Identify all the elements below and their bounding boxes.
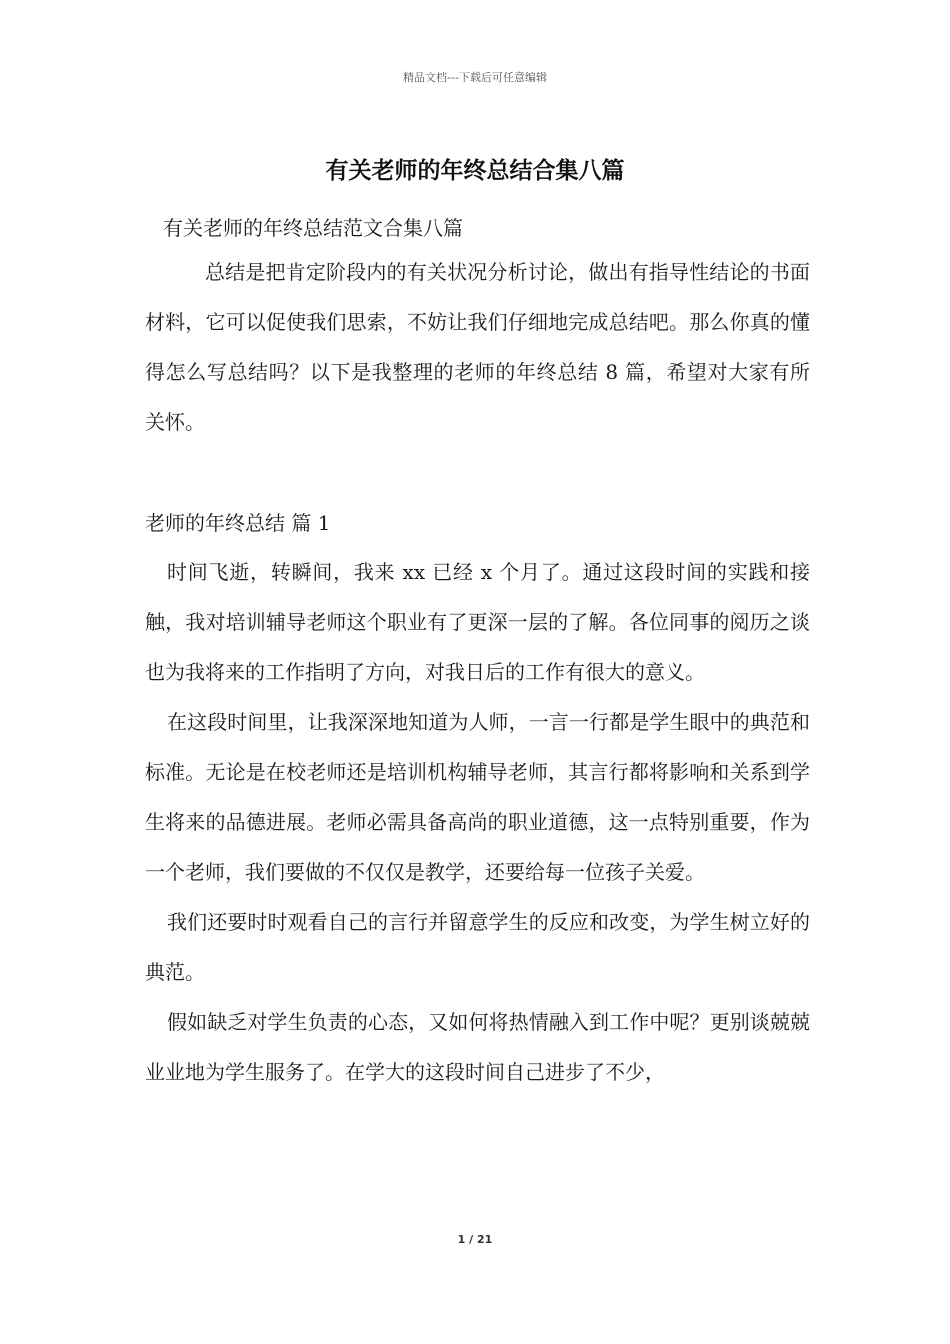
body-paragraph-3: 我们还要时时观看自己的言行并留意学生的反应和改变，为学生树立好的典范。: [145, 910, 810, 984]
page-number: 1 / 21: [457, 1233, 493, 1246]
intro-section: [145, 247, 810, 447]
body-paragraph-1: 时间飞逝，转瞬间，我来 xx 已经 x 个月了。通过这段时间的实践和接触，我对培训辅导老师这个职业有了更深一层的了解。各位同事的阅历之谈也为我将来的工作指明了方向，对我日后的工作有很大的意义。: [145, 560, 810, 684]
body-paragraph-2: 在这段时间里，让我深深地知道为人师，一言一行都是学生眼中的典范和标准。无论是在校老师还是培训机构辅导老师，其言行都将影响和关系到学生将来的品德进展。老师必需具备高尚的职业道德，这一点特别重要，作为一个老师，我们要做的不仅仅是教学，还要给每一位孩子关爱。: [145, 710, 810, 884]
main-content: [145, 547, 810, 1097]
intro-paragraph: 总结是把肯定阶段内的有关状况分析讨论，做出有指导性结论的书面材料，它可以促使我们思索，不妨让我们仔细地完成总结吧。那么你真的懂得怎么写总结吗？以下是我整理的老师的年终总结 8 篇，希望对大家有所关怀。: [145, 260, 810, 434]
document-title: 有关老师的年终总结合集八篇: [325, 158, 625, 184]
document-subtitle: 有关老师的年终总结范文合集八篇: [163, 216, 463, 240]
body-paragraph-4: 假如缺乏对学生负责的心态，又如何将热情融入到工作中呢？更别谈兢兢业业地为学生服务了。在学大的这段时间自己进步了不少，: [145, 1010, 810, 1084]
page-header: 精品文档---下载后可任意编辑: [403, 71, 547, 84]
section-heading: 老师的年终总结 篇 1: [145, 511, 331, 535]
